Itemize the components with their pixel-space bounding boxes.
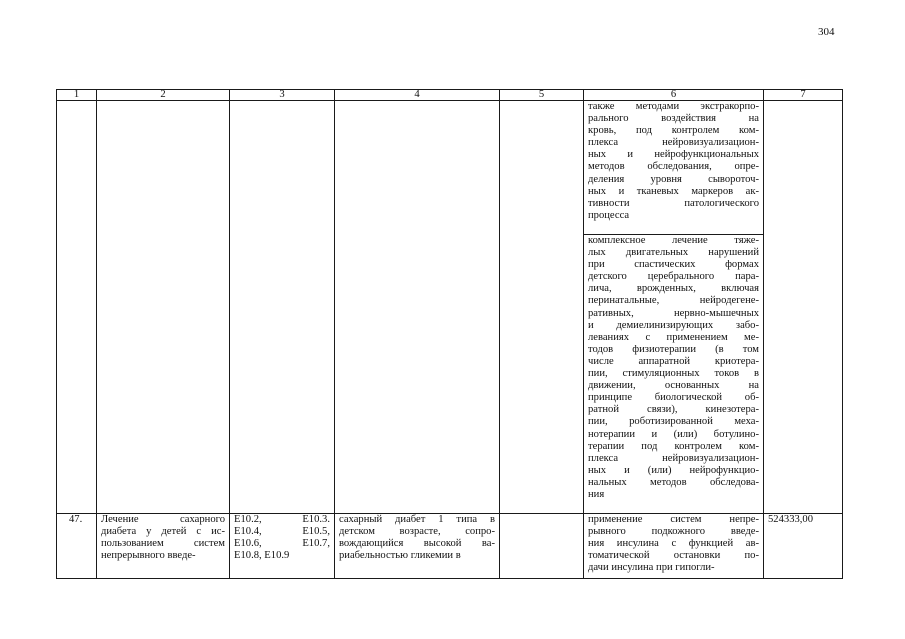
column-header-6: 6 [584, 90, 764, 101]
table-row-47 [57, 514, 843, 579]
text-line: риабельностью гликемии в [339, 550, 461, 562]
icd-code: E10.7, [302, 538, 330, 550]
care-type-cell [97, 514, 230, 579]
text-line: дачи инсулина при гипогли- [588, 562, 715, 574]
text-line: перинатальные, нейродегене- [588, 295, 759, 307]
text-line: тивности патологического [588, 197, 759, 209]
text-line: методов обследования, опре- [588, 161, 759, 173]
icd-code: E10.3. [302, 514, 330, 525]
row-number: 47. [57, 514, 97, 579]
text-line: рального воздействия на [588, 113, 759, 125]
cell-empty [335, 101, 500, 514]
cell-empty [57, 101, 97, 514]
icd-code: E10.8, E10.9 [234, 550, 290, 562]
text-line: детского церебрального пара- [588, 271, 759, 283]
text-line: ных и (или) нейрофункцио- [588, 464, 759, 476]
icd-codes-grid [234, 514, 330, 562]
text-line: ратной связи), кинезотера- [588, 404, 759, 416]
text-line: и демиелинизирующих забо- [588, 319, 759, 331]
icd-codes-cell [230, 514, 335, 579]
column-header-3: 3 [230, 90, 335, 101]
cost-cell: 524333,00 [764, 514, 843, 579]
text-line: плекса нейровизуализацион- [588, 137, 759, 149]
text-line: ных и нейрофункциональных [588, 149, 759, 161]
icd-code: E10.4, [234, 526, 262, 538]
text-line: тодов физиотерапии (в том [588, 343, 759, 355]
text-line: применение систем непре- [588, 514, 759, 525]
text-line: вождающийся высокой ва- [339, 538, 495, 550]
text-line: Лечение сахарного [101, 514, 225, 525]
column-header-4: 4 [335, 90, 500, 101]
text-line: нотерапии и (или) ботулино- [588, 428, 759, 440]
table-row [57, 101, 843, 235]
cell-empty [764, 101, 843, 514]
text-line: лича, врожденных, включая [588, 283, 759, 295]
text-line: ния [588, 488, 605, 500]
table-header-row [57, 90, 843, 101]
text-line: пользованием систем [101, 538, 225, 550]
medical-care-table [56, 89, 843, 579]
text-line: ративных, нервно-мышечных [588, 307, 759, 319]
text-line: деления уровня сывороточ- [588, 173, 759, 185]
cell-empty [500, 101, 584, 514]
text-line: рывного подкожного введе- [588, 526, 759, 538]
text-line: нальных методов обследова- [588, 476, 759, 488]
text-line: пии, стимуляционных токов в [588, 368, 759, 380]
icd-code: E10.5, [302, 526, 330, 538]
text-line: ных и тканевых маркеров ак- [588, 185, 759, 197]
text-line: также методами экстракорпо- [588, 101, 759, 112]
text-line: ния инсулина с функцией ав- [588, 538, 759, 550]
treatment-method-cell [584, 101, 764, 235]
text-line: кровь, под контролем ком- [588, 125, 759, 137]
page-number: 304 [818, 26, 835, 38]
text-line: терапии под контролем ком- [588, 440, 759, 452]
text-line: движении, основанных на [588, 380, 759, 392]
text-line: числе аппаратной криотера- [588, 355, 759, 367]
treatment-method-cell [584, 514, 764, 579]
column-header-1: 1 [57, 90, 97, 101]
text-line: плекса нейровизуализацион- [588, 452, 759, 464]
icd-code: E10.6, [234, 538, 262, 550]
cell-empty [500, 514, 584, 579]
text-line: принципе биологической об- [588, 392, 759, 404]
text-line: лых двигательных нарушений [588, 247, 759, 259]
text-line: при спастических формах [588, 259, 759, 271]
text-line: диабета у детей с ис- [101, 526, 225, 538]
cell-empty [230, 101, 335, 514]
text-line: томатической остановки по- [588, 550, 759, 562]
text-line: сахарный диабет 1 типа в [339, 514, 495, 525]
text-line: пии, роботизированной меха- [588, 416, 759, 428]
cell-empty [97, 101, 230, 514]
text-line: детском возрасте, сопро- [339, 526, 495, 538]
treatment-method-cell [584, 235, 764, 514]
text-line: непрерывного введе- [101, 550, 196, 562]
text-line: леваниях с применением ме- [588, 331, 759, 343]
column-header-2: 2 [97, 90, 230, 101]
text-line: процесса [588, 209, 630, 221]
column-header-7: 7 [764, 90, 843, 101]
column-header-5: 5 [500, 90, 584, 101]
text-line: комплексное лечение тяже- [588, 235, 759, 246]
patient-model-cell [335, 514, 500, 579]
icd-code: E10.2, [234, 514, 262, 525]
